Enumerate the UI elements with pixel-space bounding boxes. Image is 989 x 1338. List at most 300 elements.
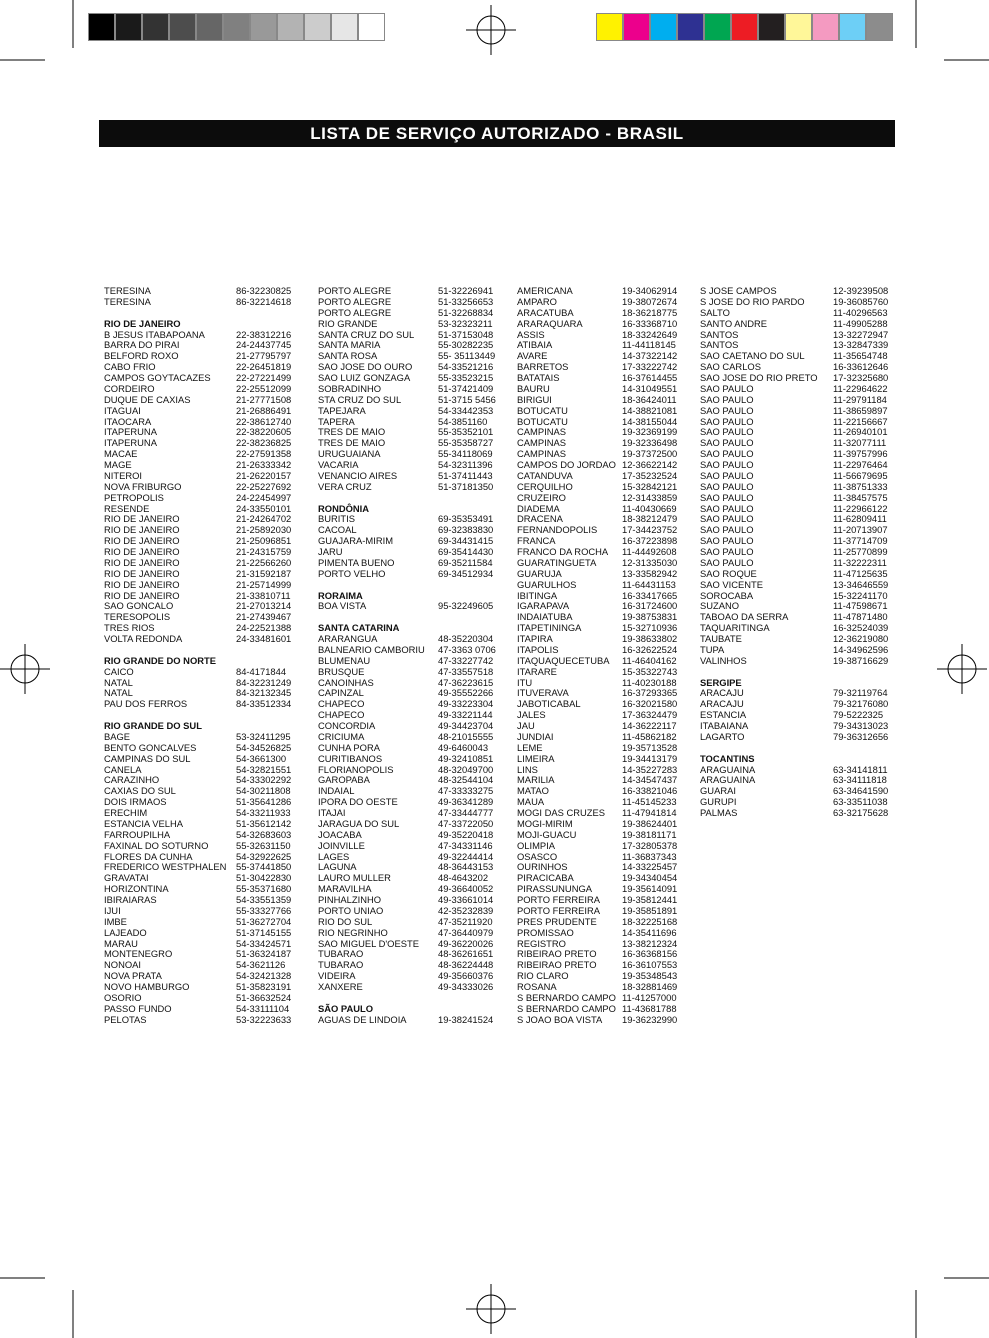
service-list-row bbox=[104, 580, 304, 591]
service-list-row bbox=[104, 830, 304, 841]
service-list-row bbox=[517, 319, 687, 330]
phone-number: 19-34413179 bbox=[622, 752, 678, 764]
city-name: SANTOS bbox=[700, 339, 739, 351]
phone-number: 17-32805378 bbox=[622, 839, 678, 851]
phone-number: 86-32214618 bbox=[236, 295, 292, 307]
city-name: ATIBAIA bbox=[517, 339, 553, 351]
service-list-row bbox=[318, 482, 508, 493]
city-name: SAO PAULO bbox=[700, 502, 754, 514]
city-name: NOVA PRATA bbox=[104, 970, 162, 982]
city-name: CABO FRIO bbox=[104, 361, 156, 373]
city-name: ASSIS bbox=[517, 328, 545, 340]
city-name: GUARUJA bbox=[517, 567, 562, 579]
service-list-row bbox=[104, 482, 304, 493]
phone-number: 19-34340454 bbox=[622, 872, 678, 884]
service-list-row bbox=[517, 656, 687, 667]
city-name: JARU bbox=[318, 546, 343, 557]
city-name: MACAE bbox=[104, 448, 138, 460]
service-list-row bbox=[318, 754, 508, 765]
city-name: SAO JOSE DO OURO bbox=[318, 361, 413, 373]
city-name: PIMENTA BUENO bbox=[318, 556, 395, 568]
city-name: SAO PAULO bbox=[700, 491, 754, 503]
phone-number: 19-37372500 bbox=[622, 448, 678, 460]
phone-number: 11-45145233 bbox=[622, 796, 677, 808]
phone-number: 55-35371680 bbox=[236, 883, 292, 895]
phone-number: 51-33256653 bbox=[438, 295, 494, 307]
phone-number: 21-27013214 bbox=[236, 600, 292, 612]
phone-number: 16-36107553 bbox=[622, 959, 678, 971]
phone-number: 95-32249605 bbox=[438, 600, 494, 612]
city-name: BURITIS bbox=[318, 513, 355, 525]
city-name: PASSO FUNDO bbox=[104, 1002, 172, 1014]
service-list-row bbox=[104, 699, 304, 710]
city-name: LEME bbox=[517, 741, 543, 753]
city-name: SAO PAULO bbox=[700, 546, 754, 557]
phone-number: 14-35227283 bbox=[622, 763, 678, 775]
phone-number: 54-3621126 bbox=[236, 959, 286, 971]
phone-number: 51-37411443 bbox=[438, 469, 493, 481]
city-name: ROSANA bbox=[517, 981, 557, 992]
phone-number: 17-32325680 bbox=[833, 372, 889, 383]
city-name: VOLTA REDONDA bbox=[104, 633, 183, 644]
city-name: PORTO ALEGRE bbox=[318, 295, 392, 307]
city-name: S BERNARDO CAMPO bbox=[517, 1002, 616, 1014]
phone-number: 19-38241524 bbox=[438, 1013, 494, 1025]
city-name: BALNEARIO CAMBORIU bbox=[318, 643, 425, 655]
service-list-row bbox=[104, 395, 304, 406]
phone-number: 19-35812441 bbox=[622, 894, 678, 905]
phone-number: 24-24437745 bbox=[236, 339, 292, 351]
phone-number: 48-36443153 bbox=[438, 861, 494, 873]
service-list-row bbox=[318, 830, 508, 841]
phone-number: 55-35352101 bbox=[438, 426, 494, 438]
city-name: NOVA FRIBURGO bbox=[104, 480, 182, 492]
service-list-row bbox=[104, 928, 304, 939]
phone-number: 79-34313023 bbox=[833, 720, 889, 731]
city-name: ITAOCARA bbox=[104, 415, 152, 427]
city-name: JOINVILLE bbox=[318, 839, 365, 851]
city-name: PORTO FERREIRA bbox=[517, 904, 601, 916]
city-name: VENANCIO AIRES bbox=[318, 469, 398, 481]
city-name: STA CRUZ DO SUL bbox=[318, 393, 402, 405]
phone-number: 54-33442353 bbox=[438, 404, 494, 416]
city-name: FREDERICO WESTPHALEN bbox=[104, 861, 227, 873]
city-name: VIDEIRA bbox=[318, 970, 356, 982]
service-list-row bbox=[318, 395, 508, 406]
city-name: SAO MIGUEL D'OESTE bbox=[318, 937, 419, 949]
service-list-row bbox=[517, 1015, 687, 1026]
city-name: CAMPINAS bbox=[517, 426, 566, 438]
phone-number: 53-32323211 bbox=[438, 317, 493, 329]
phone-number: 69-32383830 bbox=[438, 524, 494, 536]
city-name: AGUAS DE LINDOIA bbox=[318, 1013, 407, 1025]
phone-number: 15-35322743 bbox=[622, 665, 678, 677]
phone-number: 49-33221144 bbox=[438, 709, 493, 721]
city-name: PIRASSUNUNGA bbox=[517, 883, 593, 895]
phone-number: 16-32524039 bbox=[833, 622, 889, 634]
city-name: CONCORDIA bbox=[318, 720, 376, 731]
city-name: TUBARAO bbox=[318, 959, 364, 971]
phone-number: 14-38155044 bbox=[622, 415, 678, 427]
phone-number: 15-32842121 bbox=[622, 480, 678, 492]
phone-number: 21-33810711 bbox=[236, 589, 291, 601]
phone-number: 19-38624401 bbox=[622, 817, 678, 829]
city-name: MATAO bbox=[517, 785, 549, 797]
service-list-row bbox=[318, 569, 508, 580]
city-name: GAROPABA bbox=[318, 774, 370, 786]
phone-number: 47-33444777 bbox=[438, 807, 494, 818]
city-name: AMERICANA bbox=[517, 285, 573, 296]
phone-number: 24-22454997 bbox=[236, 491, 292, 503]
city-name: TRES DE MAIO bbox=[318, 426, 386, 438]
city-name: RIO DO SUL bbox=[318, 915, 373, 927]
phone-number: 19-32369199 bbox=[622, 426, 678, 438]
phone-number: 48-32544104 bbox=[438, 774, 494, 786]
city-name: CAICO bbox=[104, 665, 134, 677]
phone-number: 14-33225457 bbox=[622, 861, 678, 873]
city-name: MOGI-MIRIM bbox=[517, 817, 573, 829]
state-heading: RIO GRANDE DO NORTE bbox=[104, 654, 216, 666]
phone-number: 51-32268834 bbox=[438, 306, 494, 318]
city-name: RIO DE JANEIRO bbox=[104, 535, 180, 547]
service-list-row bbox=[517, 667, 687, 678]
state-heading: RIO GRANDE DO SUL bbox=[104, 720, 202, 731]
city-name: CERQUILHO bbox=[517, 480, 573, 492]
service-list-column-1 bbox=[104, 286, 304, 1026]
blank-line bbox=[700, 743, 895, 754]
city-name: ITAPERUNA bbox=[104, 426, 157, 438]
city-name: RIO DE JANEIRO bbox=[104, 578, 180, 590]
city-name: CHAPECO bbox=[318, 698, 365, 710]
phone-number: 11-40230188 bbox=[622, 676, 677, 688]
service-list-row bbox=[700, 406, 895, 417]
phone-number: 11-47941814 bbox=[622, 807, 677, 818]
phone-number: 51-35641286 bbox=[236, 796, 292, 808]
city-name: MOJI-GUACU bbox=[517, 828, 577, 840]
city-name: CORDEIRO bbox=[104, 382, 155, 394]
phone-number: 11-37714709 bbox=[833, 535, 888, 547]
phone-number: 49-32244414 bbox=[438, 850, 494, 862]
phone-number: 54-32922625 bbox=[236, 850, 292, 862]
service-list-row bbox=[517, 569, 687, 580]
phone-number: 14-31049551 bbox=[622, 382, 678, 394]
city-name: HORIZONTINA bbox=[104, 883, 169, 895]
phone-number: 17-34423752 bbox=[622, 524, 678, 536]
city-name: LAJEADO bbox=[104, 926, 147, 938]
city-name: BIRIGUI bbox=[517, 393, 552, 405]
city-name: IJUI bbox=[104, 904, 121, 916]
city-name: SUZANO bbox=[700, 600, 740, 612]
city-name: BENTO GONCALVES bbox=[104, 741, 197, 753]
city-name: JABOTICABAL bbox=[517, 698, 581, 710]
service-list-row bbox=[700, 808, 895, 819]
phone-number: 63-34111818 bbox=[833, 774, 887, 786]
phone-number: 16-32021580 bbox=[622, 698, 678, 710]
phone-number: 18-32225168 bbox=[622, 915, 678, 927]
city-name: CAMPINAS DO SUL bbox=[104, 752, 191, 764]
service-list-row bbox=[318, 319, 508, 330]
phone-number: 49-33661014 bbox=[438, 894, 494, 905]
state-heading: SERGIPE bbox=[700, 676, 742, 688]
city-name: LAURO MULLER bbox=[318, 872, 391, 884]
city-name: PIRACICABA bbox=[517, 872, 574, 884]
city-name: ITAGUAI bbox=[104, 404, 141, 416]
phone-number: 53-32411295 bbox=[236, 730, 291, 742]
city-name: DIADEMA bbox=[517, 502, 560, 514]
city-name: TERESINA bbox=[104, 285, 151, 296]
phone-number: 84-32132345 bbox=[236, 687, 292, 699]
blank-line bbox=[318, 580, 508, 591]
service-list-row bbox=[104, 406, 304, 417]
city-name: FAXINAL DO SOTURNO bbox=[104, 839, 209, 851]
phone-number: 11-56679695 bbox=[833, 469, 888, 481]
city-name: FARROUPILHA bbox=[104, 828, 171, 840]
service-list-row bbox=[104, 297, 304, 308]
phone-number: 11-38751333 bbox=[833, 480, 888, 492]
phone-number: 12-31433859 bbox=[622, 491, 678, 503]
city-name: GUAJARA-MIRIM bbox=[318, 535, 393, 547]
city-name: INDAIATUBA bbox=[517, 611, 573, 623]
city-name: ARAGUAINA bbox=[700, 774, 756, 786]
city-name: MAGE bbox=[104, 459, 132, 470]
city-name: JAU bbox=[517, 720, 535, 731]
service-list-row bbox=[517, 1004, 687, 1015]
state-heading: RIO DE JANEIRO bbox=[104, 317, 181, 329]
phone-number: 11-44118145 bbox=[622, 339, 676, 351]
service-list-row bbox=[517, 482, 687, 493]
blank-line bbox=[104, 308, 304, 319]
phone-number: 11-47125635 bbox=[833, 567, 888, 579]
phone-number: 51-32226941 bbox=[438, 285, 494, 296]
phone-number: 51-37421409 bbox=[438, 382, 494, 394]
service-list-row bbox=[318, 406, 508, 417]
state-heading: RORAIMA bbox=[318, 589, 363, 601]
city-name: PORTO VELHO bbox=[318, 567, 386, 579]
phone-number: 11-38659897 bbox=[833, 404, 888, 416]
city-name: GUARATINGUETA bbox=[517, 556, 597, 568]
phone-number: 12-36219080 bbox=[833, 633, 889, 644]
city-name: TABOAO DA SERRA bbox=[700, 611, 789, 623]
service-list-row bbox=[104, 1015, 304, 1026]
city-name: ARACAJU bbox=[700, 687, 744, 699]
phone-number: 84-33512334 bbox=[236, 698, 292, 710]
city-name: SAO PAULO bbox=[700, 415, 754, 427]
city-name: SAO PAULO bbox=[700, 426, 754, 438]
phone-number: 13-32847339 bbox=[833, 339, 889, 351]
service-list-column-3 bbox=[517, 286, 687, 1026]
blank-line bbox=[700, 667, 895, 678]
phone-number: 13-38212324 bbox=[622, 937, 678, 949]
service-list-row bbox=[318, 841, 508, 852]
city-name: B JESUS ITABAPOANA bbox=[104, 328, 205, 340]
city-name: RIBEIRAO PRETO bbox=[517, 959, 597, 971]
phone-number: 21-24264702 bbox=[236, 513, 292, 525]
city-name: FLORES DA CUNHA bbox=[104, 850, 193, 862]
phone-number: 63-34641590 bbox=[833, 785, 889, 797]
city-name: OSORIO bbox=[104, 991, 142, 1003]
service-list-row bbox=[517, 395, 687, 406]
city-name: JALES bbox=[517, 709, 546, 721]
phone-number: 49-36220026 bbox=[438, 937, 494, 949]
city-name: BLUMENAU bbox=[318, 654, 371, 666]
city-name: S JOSE DO RIO PARDO bbox=[700, 295, 805, 307]
phone-number: 48-35220304 bbox=[438, 633, 494, 644]
city-name: ESTANCIA bbox=[700, 709, 747, 721]
phone-number: 24-33550101 bbox=[236, 502, 292, 514]
city-name: PINHALZINHO bbox=[318, 894, 382, 905]
city-name: CATANDUVA bbox=[517, 469, 573, 481]
phone-number: 21-27771508 bbox=[236, 393, 292, 405]
phone-number: 16-31724600 bbox=[622, 600, 678, 612]
city-name: CANELA bbox=[104, 763, 142, 775]
city-name: ITUVERAVA bbox=[517, 687, 569, 699]
city-name: IBITINGA bbox=[517, 589, 558, 601]
phone-number: 49-35552266 bbox=[438, 687, 494, 699]
city-name: RIO DE JANEIRO bbox=[104, 546, 180, 557]
city-name: IBIRAIARAS bbox=[104, 894, 157, 905]
phone-number: 16-37223898 bbox=[622, 535, 678, 547]
phone-number: 16-33612646 bbox=[833, 361, 889, 373]
city-name: JOACABA bbox=[318, 828, 362, 840]
phone-number: 11-40296563 bbox=[833, 306, 888, 318]
phone-number: 24-22521388 bbox=[236, 622, 292, 634]
phone-number: 69-35353491 bbox=[438, 513, 494, 525]
city-name: MARAU bbox=[104, 937, 138, 949]
city-name: VALINHOS bbox=[700, 654, 747, 666]
city-name: BARRETOS bbox=[517, 361, 569, 373]
city-name: SAO PAULO bbox=[700, 459, 754, 470]
phone-number: 54-33302292 bbox=[236, 774, 292, 786]
phone-number: 14-34962596 bbox=[833, 643, 889, 655]
city-name: SOROCABA bbox=[700, 589, 754, 601]
city-name: URUGUAIANA bbox=[318, 448, 381, 460]
phone-number: 51-35612142 bbox=[236, 817, 292, 829]
city-name: BELFORD ROXO bbox=[104, 350, 179, 362]
phone-number: 11-22966122 bbox=[833, 502, 888, 514]
phone-number: 22-25227692 bbox=[236, 480, 292, 492]
service-list-row bbox=[318, 743, 508, 754]
city-name: RIO GRANDE bbox=[318, 317, 378, 329]
city-name: SAO JOSE DO RIO PRETO bbox=[700, 372, 818, 383]
phone-number: 69-35211584 bbox=[438, 556, 493, 568]
city-name: LAGUNA bbox=[318, 861, 357, 873]
city-name: XANXERE bbox=[318, 981, 363, 992]
phone-number: 55-33523215 bbox=[438, 372, 494, 383]
service-list-row bbox=[104, 634, 304, 645]
phone-number: 54-33211933 bbox=[236, 807, 291, 818]
phone-number: 14-38821081 bbox=[622, 404, 678, 416]
phone-number: 47-35211920 bbox=[438, 915, 493, 927]
phone-number: 84-4171844 bbox=[236, 665, 287, 677]
phone-number: 15-32241170 bbox=[833, 589, 888, 601]
phone-number: 63-34141811 bbox=[833, 763, 888, 775]
phone-number: 14-36222117 bbox=[622, 720, 677, 731]
phone-number: 69-35414430 bbox=[438, 546, 494, 557]
service-list-row bbox=[700, 319, 895, 330]
phone-number: 55-33327766 bbox=[236, 904, 292, 916]
phone-number: 21-25096851 bbox=[236, 535, 292, 547]
service-list-row bbox=[104, 841, 304, 852]
phone-number: 22-25512099 bbox=[236, 382, 292, 394]
service-list-row bbox=[517, 743, 687, 754]
city-name: VACARIA bbox=[318, 459, 359, 470]
phone-number: 16-36368156 bbox=[622, 948, 678, 960]
service-list-column-2 bbox=[318, 286, 508, 1026]
city-name: ITABAIANA bbox=[700, 720, 749, 731]
city-name: SAO PAULO bbox=[700, 404, 754, 416]
service-list-row bbox=[318, 656, 508, 667]
phone-number: 21-25892030 bbox=[236, 524, 292, 536]
phone-number: 16-33368710 bbox=[622, 317, 678, 329]
service-list-row bbox=[318, 308, 508, 319]
city-name: REGISTRO bbox=[517, 937, 566, 949]
city-name: SAO PAULO bbox=[700, 524, 754, 536]
city-name: ITAPIRA bbox=[517, 633, 553, 644]
service-list-row bbox=[700, 732, 895, 743]
phone-number: 11-32077111 bbox=[833, 437, 887, 449]
city-name: SALTO bbox=[700, 306, 730, 318]
phone-number: 19-38633802 bbox=[622, 633, 678, 644]
phone-number: 11-36837343 bbox=[622, 850, 677, 862]
city-name: PORTO FERREIRA bbox=[517, 894, 601, 905]
city-name: OLIMPIA bbox=[517, 839, 556, 851]
city-name: BRUSQUE bbox=[318, 665, 365, 677]
city-name: S JOAO BOA VISTA bbox=[517, 1013, 603, 1025]
phone-number: 11-26940101 bbox=[833, 426, 888, 438]
state-heading: RONDÔNIA bbox=[318, 502, 370, 514]
service-list-column-4 bbox=[700, 286, 895, 819]
service-list-row bbox=[517, 928, 687, 939]
service-list-row bbox=[517, 830, 687, 841]
phone-number: 24-33481601 bbox=[236, 633, 292, 644]
phone-number: 17-35232524 bbox=[622, 469, 678, 481]
city-name: MARILIA bbox=[517, 774, 555, 786]
phone-number: 21-26886491 bbox=[236, 404, 292, 416]
city-name: SANTOS bbox=[700, 328, 739, 340]
phone-number: 49-34333026 bbox=[438, 981, 494, 992]
phone-number: 17-36324479 bbox=[622, 709, 678, 721]
city-name: RIO DE JANEIRO bbox=[104, 589, 180, 601]
phone-number: 16-33821046 bbox=[622, 785, 678, 797]
phone-number: 12-36622142 bbox=[622, 459, 678, 470]
city-name: NITEROI bbox=[104, 469, 143, 481]
city-name: PORTO ALEGRE bbox=[318, 306, 392, 318]
service-list-row bbox=[104, 743, 304, 754]
city-name: GURUPI bbox=[700, 796, 737, 808]
city-name: CRUZEIRO bbox=[517, 491, 566, 503]
phone-number: 14-34547437 bbox=[622, 774, 678, 786]
city-name: CAMPOS DO JORDAO bbox=[517, 459, 616, 470]
service-list-row bbox=[104, 667, 304, 678]
city-name: SAO PAULO bbox=[700, 480, 754, 492]
city-name: NOVO HAMBURGO bbox=[104, 981, 190, 992]
city-name: PORTO UNIAO bbox=[318, 904, 384, 916]
city-name: NONOAI bbox=[104, 959, 141, 971]
phone-number: 22-27221499 bbox=[236, 372, 292, 383]
phone-number: 79-32176080 bbox=[833, 698, 889, 710]
city-name: PRES PRUDENTE bbox=[517, 915, 597, 927]
city-name: IMBE bbox=[104, 915, 127, 927]
phone-number: 22-38312216 bbox=[236, 328, 292, 340]
service-list-row bbox=[700, 656, 895, 667]
phone-number: 49-33223304 bbox=[438, 698, 494, 710]
phone-number: 19-34062914 bbox=[622, 285, 678, 296]
city-name: SAO CARLOS bbox=[700, 361, 761, 373]
city-name: BOTUCATU bbox=[517, 415, 568, 427]
city-name: GUARAI bbox=[700, 785, 736, 797]
phone-number: 48-36261651 bbox=[438, 948, 494, 960]
service-list-row bbox=[700, 569, 895, 580]
